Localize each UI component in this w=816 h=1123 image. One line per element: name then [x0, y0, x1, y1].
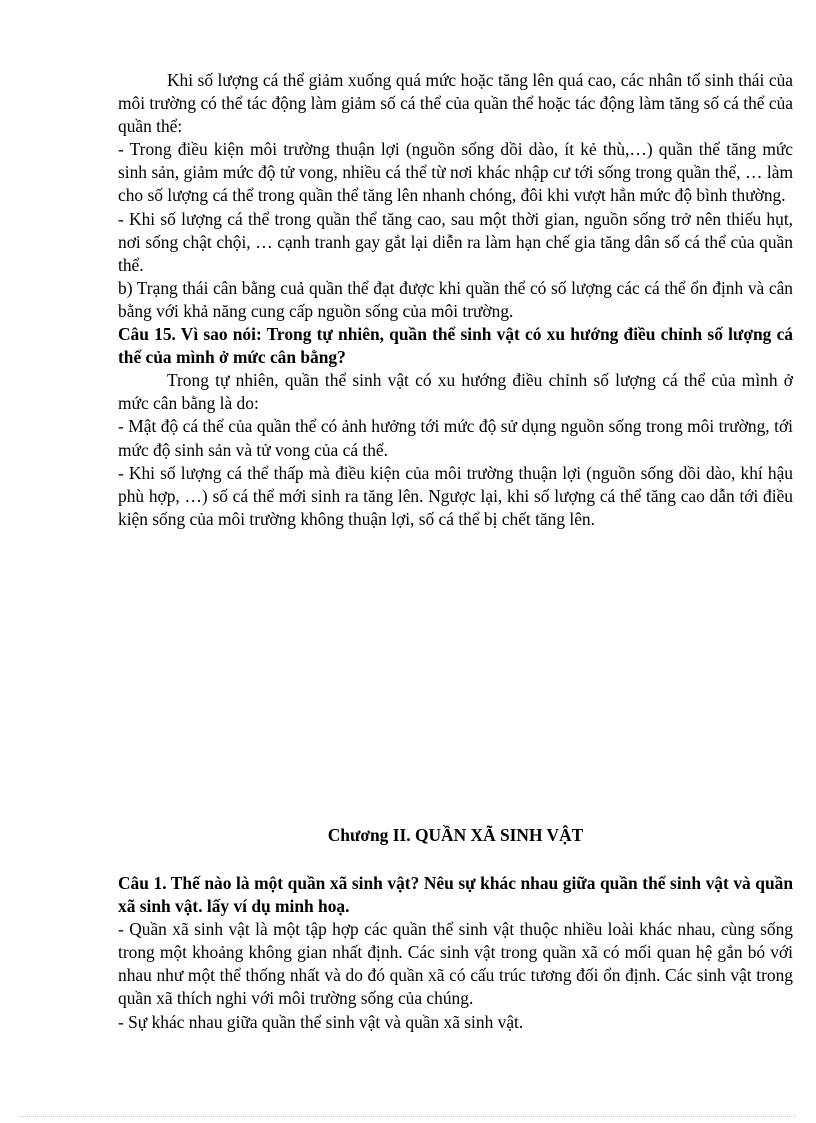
- chapter-title: Chương II. QUẦN XÃ SINH VẬT: [327, 825, 584, 845]
- question-15-intro: Trong tự nhiên, quần thể sinh vật có xu hướng điều chỉnh số lượng cá thể của mình ở mức cân bằng là do:: [118, 370, 793, 414]
- paragraph-intro: Khi số lượng cá thể giảm xuống quá mức hoặc tăng lên quá cao, các nhân tố sinh thái của môi trường có thể tác động làm giảm số cá thể của quần thể hoặc tác động làm tăng số cá thể của quần thể:: [118, 70, 793, 137]
- question-1-bullet-difference: - Sự khác nhau giữa quần thể sinh vật và quần xã sinh vật.: [118, 1011, 524, 1032]
- page-bottom-divider: [20, 1116, 796, 1118]
- question-15-heading: Câu 15. Vì sao nói: Trong tự nhiên, quần thể sinh vật có xu hướng điều chỉnh số lượng cá thể của mình ở mức cân bằng?: [118, 324, 793, 368]
- document-lower-section: [118, 872, 793, 1034]
- question-15-bullet-low-count: - Khi số lượng cá thể thấp mà điều kiện của môi trường thuận lợi (nguồn sống dồi dào, khí hậu phù hợp, …) số cá thể mới sinh ra tăng lên. Ngược lại, khi số lượng cá thể tăng cao dẫn tới điều kiện sống của môi trường không thuận lợi, số cá thể bị chết tăng lên.: [118, 462, 793, 529]
- question-1-bullet-definition: - Quần xã sinh vật là một tập hợp các quần thể sinh vật thuộc nhiều loài khác nhau, cùng sống trong một khoảng không gian nhất định. Các sinh vật trong quần xã có mối quan hệ gắn bó với nhau như một thể thống nhất và do đó quần xã có cấu trúc tương đối ổn định. Các sinh vật trong quần xã thích nghi với môi trường sống của chúng.: [118, 919, 793, 1009]
- document-upper-section: [118, 69, 793, 531]
- paragraph-bullet-favorable: - Trong điều kiện môi trường thuận lợi (nguồn sống dồi dào, ít kẻ thù,…) quần thể tăng mức sinh sản, giảm mức độ tử vong, nhiều cá thể từ nơi khác nhập cư tới sống trong quần thể, … làm cho số lượng cá thể trong quần thể tăng lên nhanh chóng, đôi khi vượt hẳn mức độ bình thường.: [118, 139, 793, 206]
- paragraph-bullet-overpopulation: - Khi số lượng cá thể trong quần thể tăng cao, sau một thời gian, nguồn sống trở nên thiếu hụt, nơi sống chật chội, … cạnh tranh gay gắt lại diễn ra làm hạn chế gia tăng dân số cá thể của quần thể.: [118, 208, 793, 275]
- question-1-heading: Câu 1. Thế nào là một quần xã sinh vật? Nêu sự khác nhau giữa quần thể sinh vật và quần xã sinh vật. lấy ví dụ minh hoạ.: [118, 873, 793, 917]
- paragraph-part-b: b) Trạng thái cân bằng cuả quần thể đạt được khi quần thể có số lượng các cá thể ổn định và cân bằng với khả năng cung cấp nguồn sống của môi trường.: [118, 277, 793, 321]
- question-15-bullet-density: - Mật độ cá thể của quần thể có ảnh hưởng tới mức độ sử dụng nguồn sống trong môi trường, tới mức độ sinh sản và tử vong của cá thể.: [118, 416, 793, 460]
